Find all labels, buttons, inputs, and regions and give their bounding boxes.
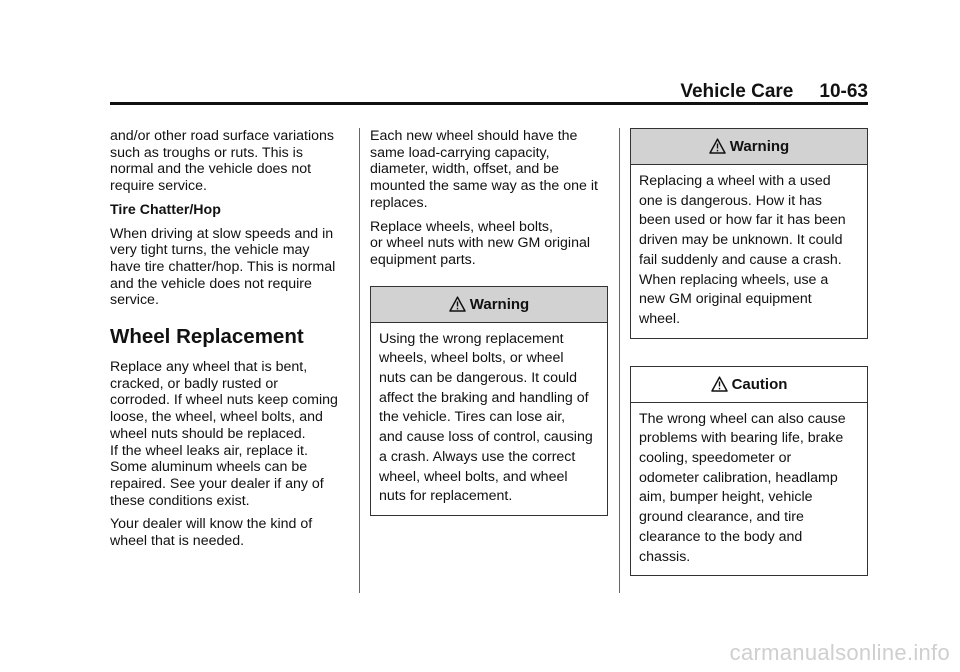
tire-chatter-paragraph: When driving at slow speeds and in very tight turns, the vehicle may have tire chatter/hop. This is normal and the vehicle does not require service.: [110, 225, 336, 309]
caution-triangle-icon: [711, 376, 728, 392]
caution-title: Caution: [731, 375, 788, 393]
caution-box-body: The wrong wheel can also cause problems with bearing life, brake cooling, speedometer or odometer calibration, headlamp aim, bumper height, vehicle ground clearance, and tire clearance to the body and chassis.: [639, 410, 846, 565]
warning-box-body: Replacing a wheel with a used one is dangerous. How it has been used or how far it has been driven may be unknown. It could fail suddenly and cause a crash. When replacing wheels, use a new GM original equipment wheel.: [639, 173, 846, 327]
dealer-paragraph: Your dealer will know the kind of wheel that is needed.: [110, 516, 313, 550]
warning-box-used-wheel: [630, 128, 868, 339]
wheel-replacement-heading: Wheel Replacement: [110, 325, 304, 349]
new-wheel-paragraph: Each new wheel should have the same load-carrying capacity, diameter, width, offset, and be mounted the same way as the one it replaces.: [370, 128, 598, 211]
warning-triangle-icon: [449, 296, 466, 312]
warning-box-body: Using the wrong replacement wheels, wheel bolts, or wheel nuts can be dangerous. It could affect the braking and handling of the vehicle. Tires can lose air, and cause loss of control, causing a crash. Always use the correct wheel, wheel bolts, and wheel nuts for replacement.: [379, 330, 593, 505]
watermark: carmanualsonline.info: [729, 640, 950, 665]
tire-chatter-subheading: Tire Chatter/Hop: [110, 201, 221, 218]
column-left: [110, 128, 350, 557]
column-divider: [359, 128, 360, 593]
column-right: [630, 128, 868, 576]
warning-title: Warning: [469, 295, 530, 313]
warning-triangle-icon: [709, 138, 726, 154]
header-rule: [110, 102, 868, 105]
column-middle: [370, 128, 608, 516]
intro-paragraph: and/or other road surface variations such as troughs or ruts. This is normal and the vehicle does not require service.: [110, 128, 334, 195]
warning-box-header: [371, 287, 607, 323]
section-title: Vehicle Care: [680, 81, 794, 102]
caution-box-header: [631, 367, 867, 403]
page-header: [110, 80, 868, 104]
wheel-replacement-paragraph: Replace any wheel that is bent, cracked, or badly rusted or corroded. If wheel nuts keep coming loose, the wheel, wheel bolts, and wheel nuts should be replaced. If the wheel leaks air, replace it. Some aluminum wheels can be repaired. See your dealer if any of these conditions exist.: [110, 359, 338, 509]
page-number: 10-63: [819, 81, 868, 102]
warning-title: Warning: [729, 138, 790, 155]
column-divider: [619, 128, 620, 593]
warning-box-wrong-replacement: [370, 286, 608, 516]
caution-box-wrong-wheel: [630, 366, 868, 577]
warning-box-header: [631, 129, 867, 165]
gm-parts-paragraph: Replace wheels, wheel bolts, or wheel nuts with new GM original equipment parts.: [370, 218, 591, 268]
